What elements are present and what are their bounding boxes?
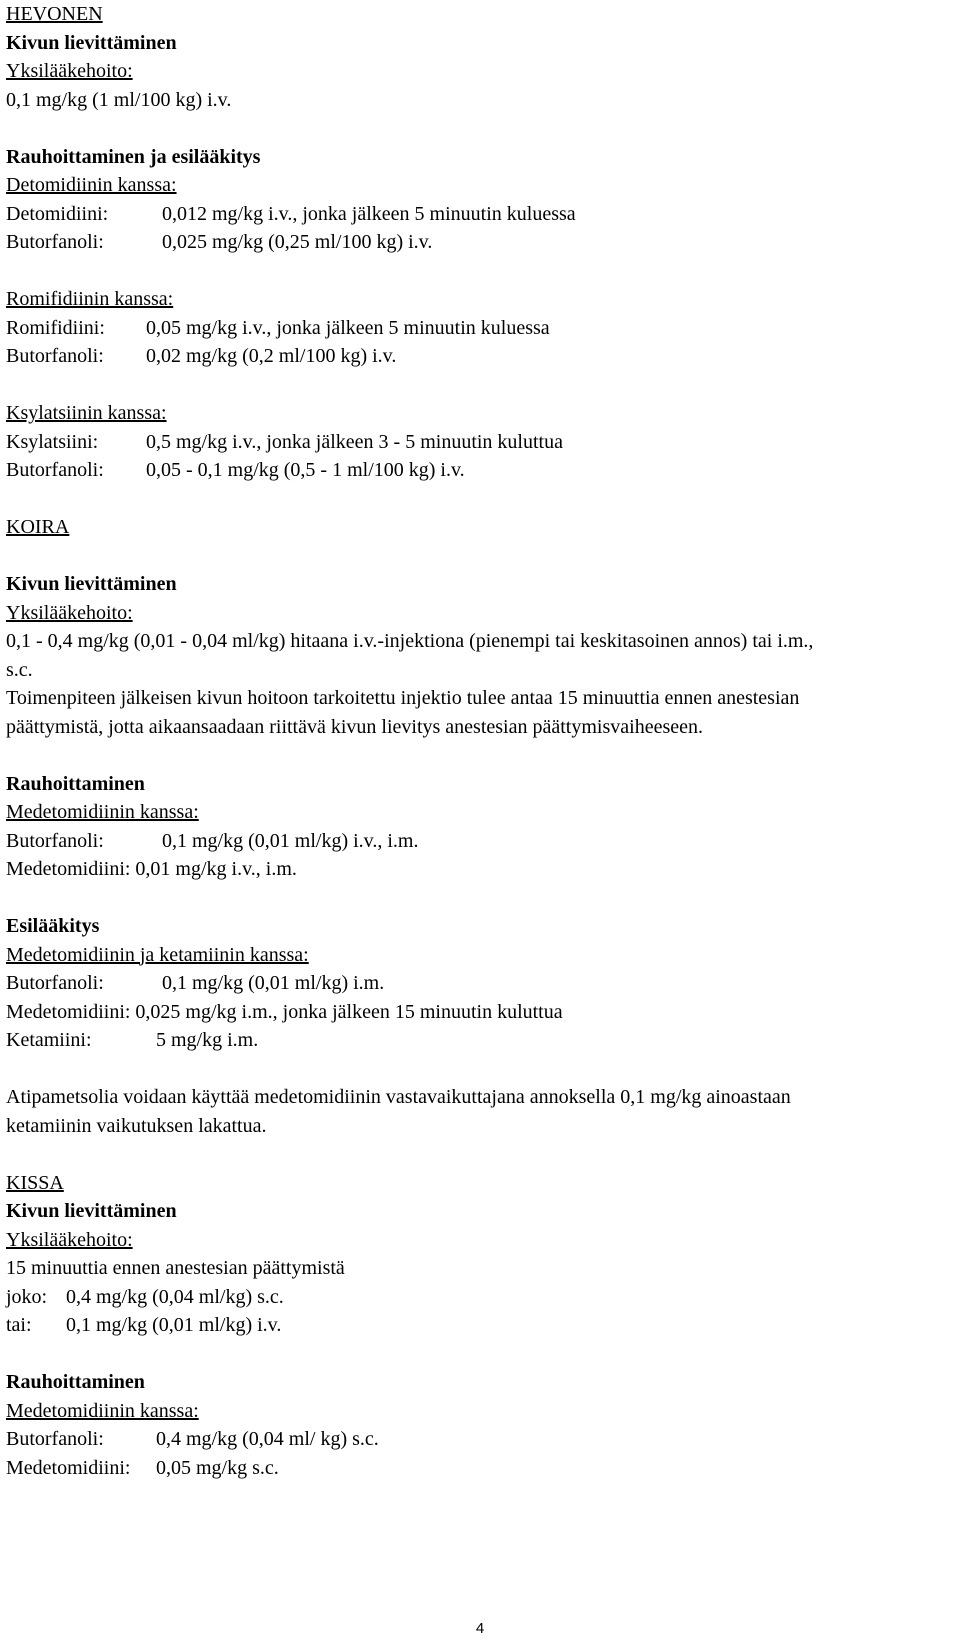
dose-row — [6, 228, 954, 257]
section-heading-cat: KISSA — [6, 1171, 64, 1194]
dose-row — [6, 969, 954, 998]
cat-pain-subtitle: Yksilääkehoito: — [6, 1228, 133, 1251]
drug-dose: 0,1 mg/kg (0,01 ml/kg) i.m. — [162, 972, 385, 994]
dose-row — [6, 1454, 954, 1483]
option-label: joko: — [6, 1285, 48, 1308]
cat-pain-timing: 15 minuuttia ennen anestesian päättymistä — [6, 1257, 345, 1279]
drug-label: Romifidiini: — [6, 316, 105, 339]
cat-sedation-title: Rauhoittaminen — [6, 1371, 145, 1393]
drug-dose: 0,012 mg/kg i.v., jonka jälkeen 5 minuutin kuluessa — [162, 202, 576, 225]
dose-row: Medetomidiini: 0,01 mg/kg i.v., i.m. — [6, 858, 297, 880]
document-page — [6, 0, 954, 1482]
dog-atipamezole-note: Atipametsolia voidaan käyttää medetomidiinin vastavaikuttajana annoksella 0,1 mg/kg ainoastaan — [6, 1086, 791, 1108]
drug-dose: 0,05 mg/kg i.v., jonka jälkeen 5 minuutin kuluessa — [146, 316, 550, 339]
dose-row — [6, 1026, 954, 1055]
dose-row: Medetomidiini: 0,025 mg/kg i.m., jonka jälkeen 15 minuutin kuluttua — [6, 1000, 563, 1023]
drug-dose: 0,05 mg/kg s.c. — [156, 1456, 279, 1479]
horse-pain-title: Kivun lievittäminen — [6, 31, 177, 54]
dose-row — [6, 827, 954, 856]
drug-label: Medetomidiini: — [6, 1456, 131, 1479]
horse-sedation-title: Rauhoittaminen ja esilääkitys — [6, 145, 261, 168]
section-heading-horse: HEVONEN — [6, 3, 103, 25]
dose-row — [6, 314, 954, 343]
horse-pain-subtitle: Yksilääkehoito: — [6, 60, 133, 82]
drug-label: Butorfanoli: — [6, 829, 104, 852]
dog-pain-subtitle: Yksilääkehoito: — [6, 601, 133, 624]
horse-detomidine-subtitle: Detomidiinin kanssa: — [6, 174, 177, 196]
drug-label: Detomidiini: — [6, 202, 109, 225]
dog-pain-dose: 0,1 - 0,4 mg/kg (0,01 - 0,04 ml/kg) hitaana i.v.-injektiona (pienempi tai keskitasoinen annos) tai i.m., — [6, 630, 814, 652]
drug-dose: 0,025 mg/kg (0,25 ml/100 kg) i.v. — [162, 231, 433, 253]
dose-row — [6, 1283, 954, 1312]
dose-row — [6, 456, 954, 485]
drug-label: Butorfanoli: — [6, 459, 104, 481]
horse-romifidine-subtitle: Romifidiinin kanssa: — [6, 288, 174, 310]
drug-dose: 0,05 - 0,1 mg/kg (0,5 - 1 ml/100 kg) i.v. — [146, 459, 465, 481]
drug-dose: 0,1 mg/kg (0,01 ml/kg) i.v. — [66, 1314, 282, 1336]
dog-atipamezole-note-cont: ketamiinin vaikutuksen lakattua. — [6, 1114, 267, 1137]
horse-xylazine-subtitle: Ksylatsiinin kanssa: — [6, 402, 167, 424]
dose-row — [6, 342, 954, 371]
dose-row — [6, 200, 954, 229]
dog-pain-note: Toimenpiteen jälkeisen kivun hoitoon tarkoitettu injektio tulee antaa 15 minuuttia ennen anestesian — [6, 687, 800, 709]
drug-label: Ksylatsiini: — [6, 430, 99, 453]
section-heading-dog: KOIRA — [6, 516, 70, 538]
drug-label: Butorfanoli: — [6, 345, 104, 367]
option-label: tai: — [6, 1314, 32, 1336]
drug-label: Ketamiini: — [6, 1029, 92, 1051]
cat-sedation-subtitle: Medetomidiinin kanssa: — [6, 1399, 199, 1422]
dog-pain-dose-cont: s.c. — [6, 658, 33, 681]
dog-premedication-title: Esilääkitys — [6, 915, 100, 937]
cat-pain-title: Kivun lievittäminen — [6, 1200, 177, 1222]
dose-row — [6, 1311, 954, 1340]
drug-dose: 0,4 mg/kg (0,04 ml/ kg) s.c. — [156, 1428, 379, 1450]
dose-row — [6, 1425, 954, 1454]
drug-dose: 0,4 mg/kg (0,04 ml/kg) s.c. — [66, 1285, 284, 1308]
drug-dose: 0,1 mg/kg (0,01 ml/kg) i.v., i.m. — [162, 829, 419, 852]
dog-pain-title: Kivun lievittäminen — [6, 573, 177, 595]
horse-pain-dose: 0,1 mg/kg (1 ml/100 kg) i.v. — [6, 88, 232, 111]
drug-label: Butorfanoli: — [6, 972, 104, 994]
drug-dose: 0,5 mg/kg i.v., jonka jälkeen 3 - 5 minuutin kuluttua — [146, 430, 563, 453]
dog-premedication-subtitle: Medetomidiinin ja ketamiinin kanssa: — [6, 943, 309, 966]
drug-label: Butorfanoli: — [6, 1428, 104, 1450]
dog-sedation-subtitle: Medetomidiinin kanssa: — [6, 801, 199, 823]
dog-pain-note-cont: päättymistä, jotta aikaansaadaan riittävä kivun lievitys anestesian päättymisvaiheeseen. — [6, 715, 703, 738]
drug-label: Butorfanoli: — [6, 231, 104, 253]
drug-dose: 5 mg/kg i.m. — [156, 1029, 259, 1051]
page-number: 4 — [475, 1620, 485, 1637]
drug-dose: 0,02 mg/kg (0,2 ml/100 kg) i.v. — [146, 345, 397, 367]
dose-row — [6, 428, 954, 457]
dog-sedation-title: Rauhoittaminen — [6, 772, 145, 795]
